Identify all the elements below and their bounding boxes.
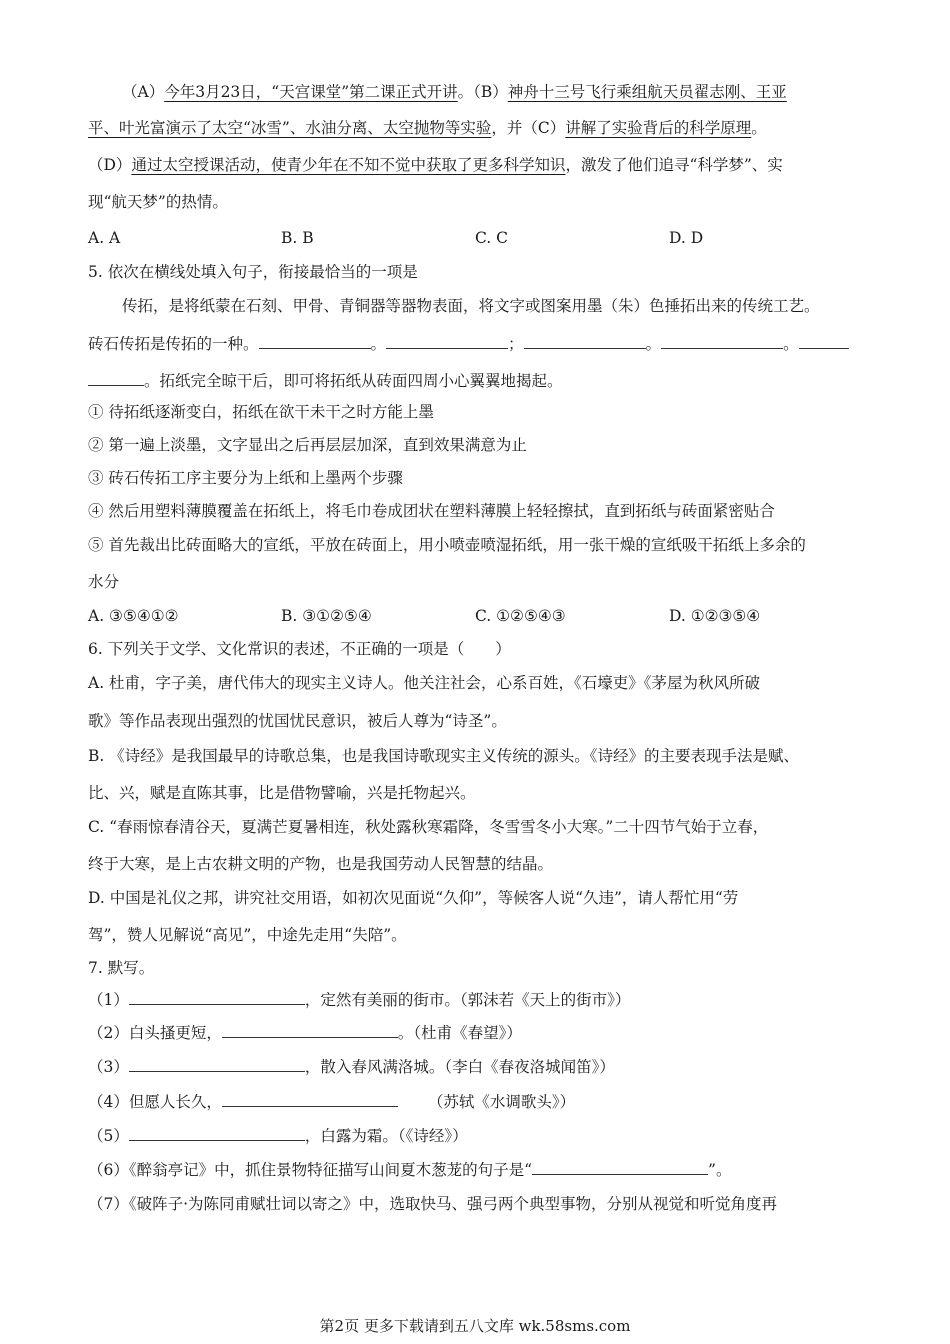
q4-option-b: B. B (281, 229, 314, 247)
q7-item-1-text: ，定然有美丽的街市。（郭沫若《天上的街市》） (304, 991, 631, 1009)
page-footer: 第2页 更多下载请到五八文库 wk.58sms.com (319, 1317, 631, 1335)
q7-item-7: （7）《破阵子·为陈同甫赋壮词以寄之》中，选取快马、强弓两个典型事物，分别从视觉和听觉角度再 (88, 1195, 778, 1213)
q5-item-3: ③ 砖石传拓工序主要分为上纸和上墨两个步骤 (88, 469, 403, 487)
q7-blank-4[interactable] (222, 1090, 398, 1107)
q7-item-6-before: （6）《醉翁亭记》中，抓住景物特征描写山间夏木葱茏的句子是“ (88, 1161, 533, 1179)
q6-line-5: C. “春雨惊春清谷天，夏满芒夏暑相连，秋处露秋寒霜降，冬雪雪冬小大寒。”二十四节气始于立春， (88, 818, 769, 836)
q5-blank-2[interactable] (386, 332, 508, 349)
q7-item-2-text: 。（杜甫《春望》） (397, 1024, 522, 1042)
q4-sentence-b: 神舟十三号飞行乘组航天员翟志刚、王亚 (507, 83, 787, 101)
q4-end: 。 (751, 119, 767, 137)
q7-item-4 (88, 1090, 575, 1114)
q4-label-b: （B） (473, 83, 508, 101)
q5-p3-end: 。拓纸完全晾干后，即可将拓纸从砖面四周小心翼翼地揭起。 (144, 372, 563, 390)
q6-line-1: A. 杜甫，字子美，唐代伟大的现实主义诗人。他关注社会，心系百姓，《石壕吏》《茅屋为秋风所破 (88, 674, 761, 692)
q6-line-6: 终于大寒，是上古农耕文明的产物，也是我国劳动人民智慧的结晶。 (88, 855, 554, 873)
q7-item-6 (88, 1158, 731, 1182)
q5-option-a: A. ③⑤④①② (88, 607, 179, 625)
q7-blank-1[interactable] (129, 988, 305, 1005)
q5-option-b: B. ③①②⑤④ (281, 607, 372, 625)
q5-option-c: C. ①②⑤④③ (475, 607, 566, 625)
q4-sentence-a: 今年3月23日，“天宫课堂”第二课正式开讲 (164, 83, 458, 101)
q7-item-4-text: （苏轼《水调歌头》） (427, 1093, 576, 1111)
q7-blank-3[interactable] (129, 1055, 305, 1072)
q4-label-c: （C） (522, 119, 566, 137)
q4-line-1 (122, 80, 787, 104)
q4-label-d: （D） (88, 156, 132, 174)
q6-line-7: D. 中国是礼仪之邦，讲究社交用语，如初次见面说“久仰”，等候客人说“久违”，请人帮忙用“劳 (88, 889, 739, 907)
q7-item-4-before: （4）但愿人长久， (88, 1093, 222, 1111)
q5-stem: 5. 依次在横线处填入句子，衔接最恰当的一项是 (88, 263, 418, 281)
q4-line-2 (88, 116, 767, 140)
q7-item-3 (88, 1055, 615, 1079)
q5-item-5-cont: 水分 (88, 573, 120, 591)
q7-item-5-num: （5） (88, 1127, 129, 1145)
q5-blank-1[interactable] (259, 332, 371, 349)
q7-blank-5[interactable] (129, 1124, 305, 1141)
q7-item-1 (88, 988, 630, 1012)
q4-label-a: （A） (122, 83, 165, 101)
q5-item-1: ① 待拓纸逐渐变白，拓纸在欲干未干之时方能上墨 (88, 403, 434, 421)
q7-item-2-before: （2）白头搔更短， (88, 1024, 222, 1042)
q7-item-3-text: ，散入春风满洛城。（李白《春夜洛城闻笛》） (304, 1058, 615, 1076)
q5-paragraph-2: 砖石传拓是传拓的一种。 。 ； 。 。 (88, 332, 849, 356)
q4-line-3 (88, 153, 783, 177)
q7-stem: 7. 默写。 (88, 959, 155, 977)
q5-blank-4[interactable] (661, 332, 783, 349)
q7-item-5-text: ，白露为霜。（《诗经》） (304, 1127, 468, 1145)
q7-item-1-num: （1） (88, 991, 129, 1009)
q4-rest: ，激发了他们追寻“科学梦”、实 (565, 156, 783, 174)
q6-line-2: 歌》等作品表现出强烈的忧国忧民意识，被后人尊为“诗圣”。 (88, 712, 507, 730)
q7-blank-2[interactable] (222, 1021, 398, 1038)
q7-item-6-text: ”。 (708, 1161, 732, 1179)
q6-line-4: 比、兴，赋是直陈其事，比是借物譬喻，兴是托物起兴。 (88, 784, 476, 802)
q4-sentence-c: 讲解了实验背后的科学原理 (565, 119, 752, 137)
q5-p2-start: 砖石传拓是传拓的一种。 (88, 335, 259, 353)
q5-blank-5-cont[interactable] (88, 369, 144, 386)
q6-line-3: B. 《诗经》是我国最早的诗歌总集，也是我国诗歌现实主义传统的源头。《诗经》的主要表现手法是赋、 (88, 747, 799, 765)
q7-item-3-num: （3） (88, 1058, 129, 1076)
q4-sentence-b-cont: 平、叶光富演示了太空“冰雪”、水油分离、太空抛物等实验 (88, 119, 492, 137)
q4-option-d: D. D (669, 229, 704, 247)
q7-item-2 (88, 1021, 522, 1045)
q6-line-8: 驾”，赞人见解说“高见”，中途先走用“失陪”。 (88, 926, 407, 944)
q5-option-d: D. ①②③⑤④ (669, 607, 761, 625)
q4-option-c: C. C (475, 229, 509, 247)
q4-sep: 。 (457, 83, 474, 101)
q5-item-4: ④ 然后用塑料薄膜覆盖在拓纸上，将毛巾卷成团状在塑料薄膜上轻轻擦拭，直到拓纸与砖面紧密贴合 (88, 502, 775, 520)
q7-item-5 (88, 1124, 468, 1148)
q5-paragraph-1: 传拓，是将纸蒙在石刻、甲骨、青铜器等器物表面，将文字或图案用墨（朱）色捶拓出来的传统工艺。 (122, 297, 820, 315)
q6-stem: 6. 下列关于文学、文化常识的表述，不正确的一项是（ ） (88, 640, 511, 658)
q5-blank-5[interactable] (799, 332, 849, 349)
q4-option-a: A. A (88, 229, 121, 247)
q4-line-4: 现“航天梦”的热情。 (88, 193, 228, 211)
q4-mid: ，并 (491, 119, 523, 137)
q5-paragraph-3 (88, 369, 563, 393)
q4-sentence-d: 通过太空授课活动，使青少年在不知不觉中获取了更多科学知识 (131, 156, 566, 174)
q5-item-2: ② 第一遍上淡墨，文字显出之后再层层加深，直到效果满意为止 (88, 436, 527, 454)
q7-blank-6[interactable] (532, 1158, 708, 1175)
q5-item-5: ⑤ 首先裁出比砖面略大的宣纸，平放在砖面上，用小喷壶喷湿拓纸，用一张干燥的宣纸吸干拓纸上多余的 (88, 536, 806, 554)
q5-blank-3[interactable] (524, 332, 646, 349)
